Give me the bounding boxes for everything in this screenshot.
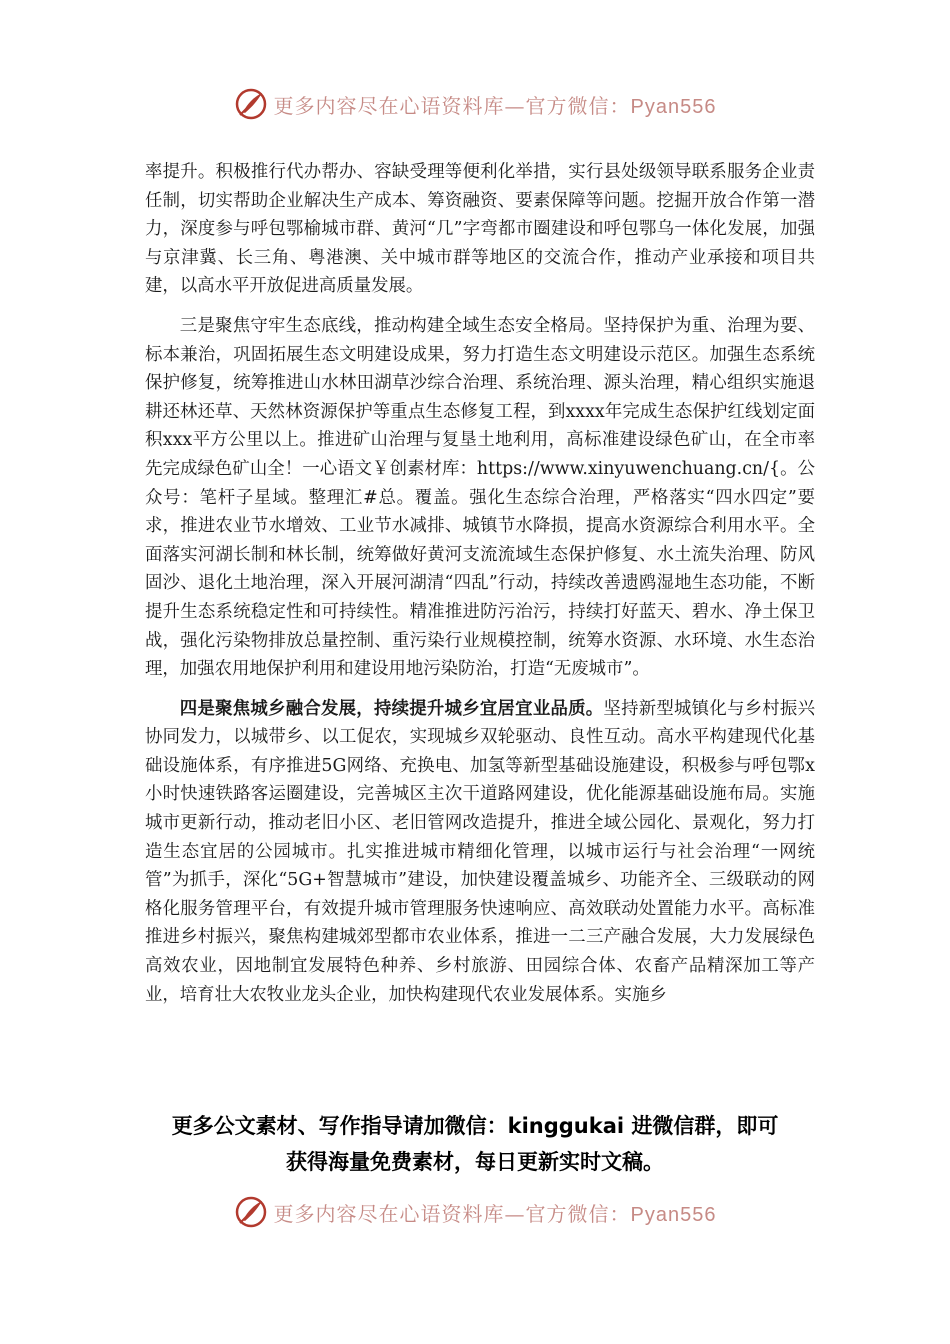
promo-notice bbox=[0, 1108, 950, 1180]
header-watermark bbox=[0, 84, 950, 124]
paragraph-1: 率提升。积极推行代办帮办、容缺受理等便利化举措，实行县处级领导联系服务企业责任制，切实帮助企业解决生产成本、筹资融资、要素保障等问题。挖掘开放合作第一潜力，深度参与呼包鄂榆城市群、黄河“几”字弯都市圈建设和呼包鄂乌一体化发展，加强与京津冀、长三角、粤港澳、关中城市群等地区的交流合作，推动产业承接和项目共建，以高水平开放促进高质量发展。 bbox=[145, 162, 815, 297]
promo-line-1: 更多公文素材、写作指导请加微信：kinggukai 进微信群，即可 bbox=[171, 1114, 779, 1138]
header-watermark-id: Pyan556 bbox=[630, 95, 717, 118]
paragraph-3-text: 坚持新型城镇化与乡村振兴协同发力，以城带乡、以工促农，实现城乡双轮驱动、良性互动。高水平构建现代化基础设施体系，有序推进5G网络、充换电、加氢等新型基础设施建设，积极参与呼包鄂x小时快速铁路客运圈建设，完善城区主次干道路网建设，优化能源基础设施布局。实施城市更新行动，推动老旧小区、老旧管网改造提升，推进全域公园化、景观化，努力打造生态宜居的公园城市。扎实推进城市精细化管理，以城市运行与社会治理“一网统管”为抓手，深化“5G+智慧城市”建设，加快建设覆盖城乡、功能齐全、三级联动的网格化服务管理平台，有效提升城市管理服务快速响应、高效联动处置能力水平。高标准推进乡村振兴，聚焦构建城郊型都市农业体系，推进一二三产融合发展，大力发展绿色高效农业，因地制宜发展特色种养、乡村旅游、田园综合体、农畜产品精深加工等产业，培育壮大农牧业龙头企业，加快构建现代农业发展体系。实施乡 bbox=[145, 698, 815, 1005]
paragraph-2: 三是聚焦守牢生态底线，推动构建全域生态安全格局。坚持保护为重、治理为要、标本兼治，巩固拓展生态文明建设成果，努力打造生态文明建设示范区。加强生态系统保护修复，统筹推进山水林田湖草沙综合治理、系统治理、源头治理，精心组织实施退耕还林还草、天然林资源保护等重点生态修复工程，到xxxx年完成生态保护红线划定面积xxx平方公里以上。推进矿山治理与复垦土地利用，高标准建设绿色矿山，在全市率先完成绿色矿山全！一心语文￥创素材库：https://www.xinyuwenchuang.cn/{。公众号：笔杆子星域。整理汇#总。覆盖。强化生态综合治理，严格落实“四水四定”要求，推进农业节水增效、工业节水减排、城镇节水降损，提高水资源综合利用水平。全面落实河湖长制和林长制，统筹做好黄河支流流域生态保护修复、水土流失治理、防风固沙、退化土地治理，深入开展河湖清“四乱”行动，持续改善遗鸥湿地生态功能，不断提升生态系统稳定性和可持续性。精准推进防污治污，持续打好蓝天、碧水、净土保卫战，强化污染物排放总量控制、重污染行业规模控制，统筹水资源、水环境、水生态治理，加强农用地保护利用和建设用地污染防治，打造“无废城市”。 bbox=[145, 315, 815, 680]
paragraph-3 bbox=[145, 695, 815, 1010]
footer-watermark-text bbox=[274, 1198, 717, 1227]
quill-logo-icon bbox=[234, 1195, 268, 1229]
footer-watermark-cn: 更多内容尽在心语资料库—官方微信： bbox=[273, 1201, 631, 1226]
footer-watermark bbox=[0, 1192, 950, 1232]
quill-logo-icon bbox=[234, 87, 268, 121]
paragraph-3-heading: 四是聚焦城乡融合发展，持续提升城乡宜居宜业品质。 bbox=[179, 698, 604, 719]
promo-line-2: 获得海量免费素材，每日更新实时文稿。 bbox=[286, 1150, 664, 1174]
header-watermark-text bbox=[274, 90, 717, 119]
footer-watermark-id: Pyan556 bbox=[630, 1203, 717, 1226]
document-body bbox=[145, 158, 815, 1009]
header-watermark-cn: 更多内容尽在心语资料库—官方微信： bbox=[273, 93, 631, 118]
